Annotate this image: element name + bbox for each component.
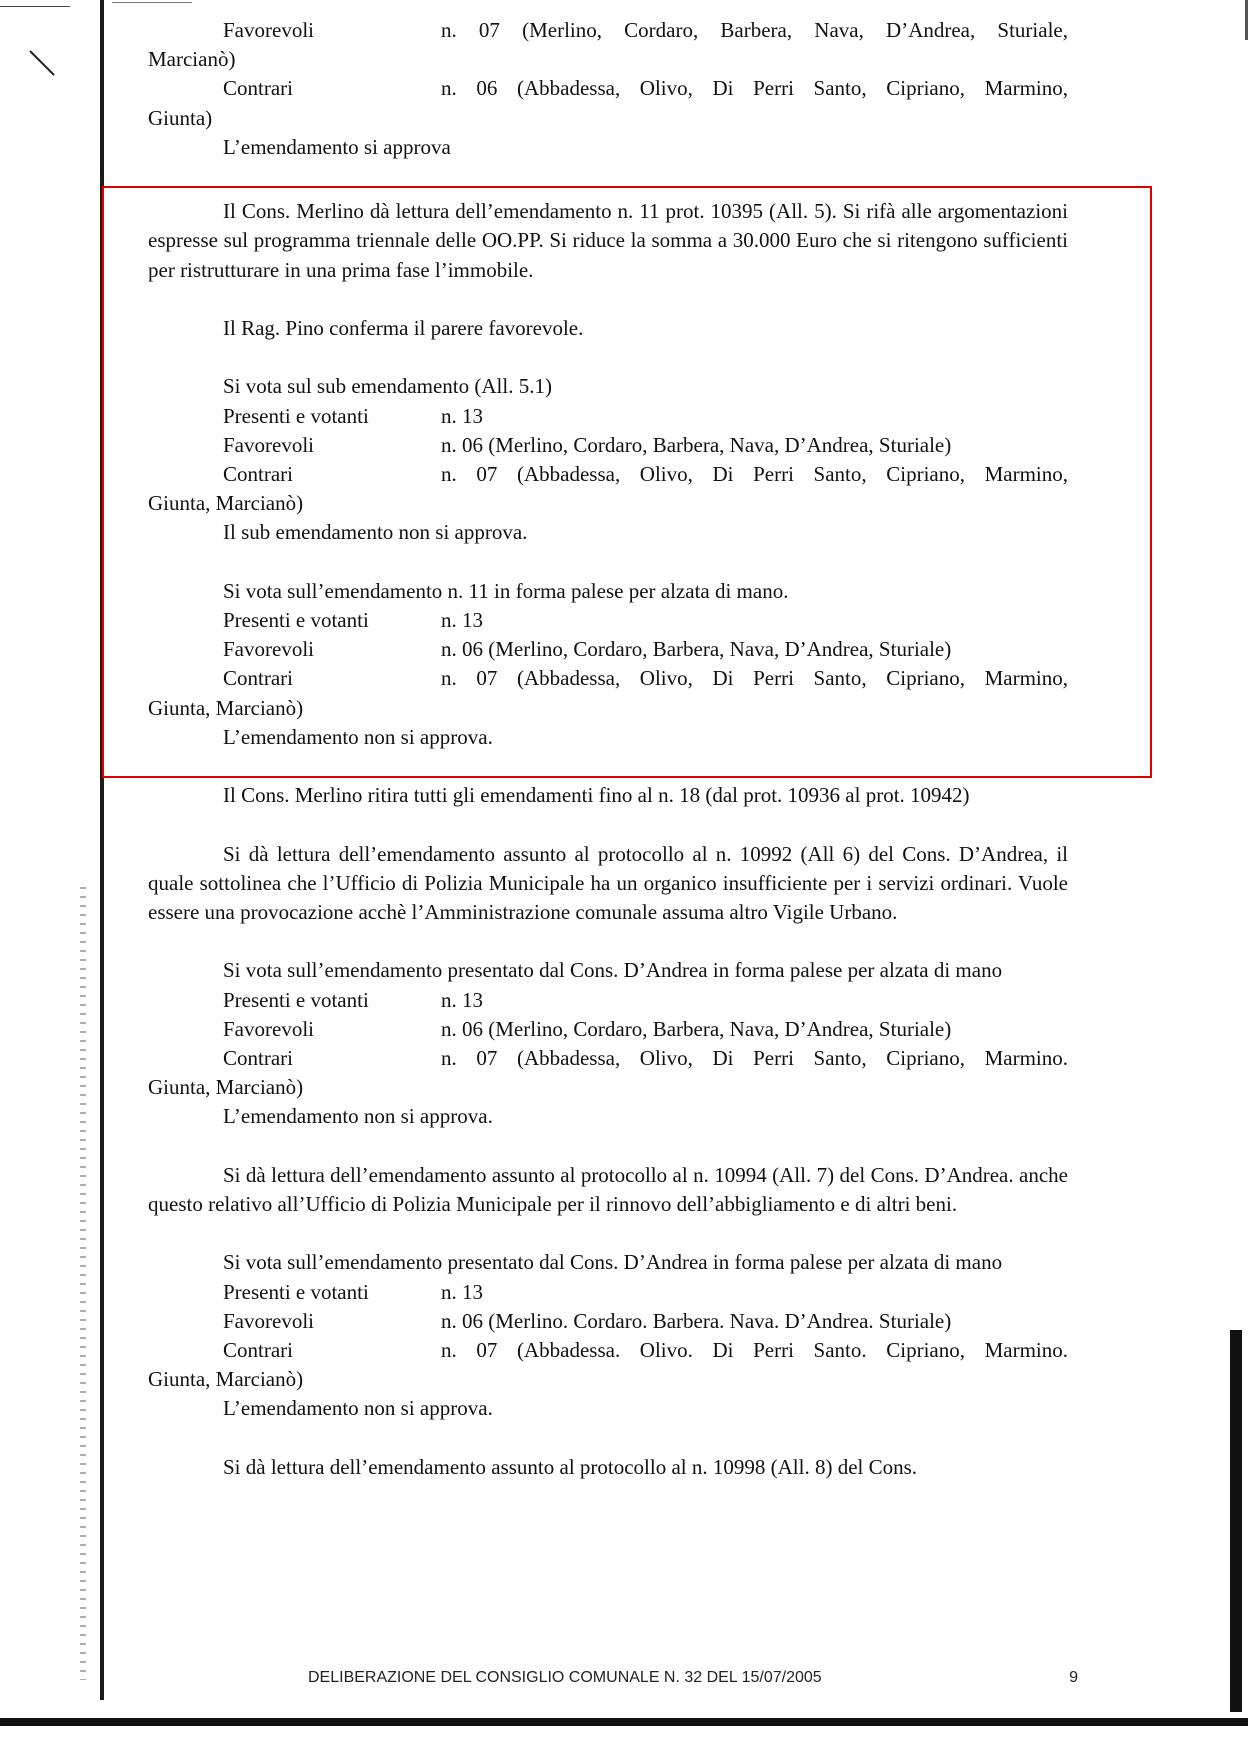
- vote-value: n. 13: [441, 1279, 483, 1304]
- vote-label: Contrari: [223, 76, 293, 101]
- vote-label: Contrari: [223, 462, 293, 486]
- vote-label: Favorevoli: [223, 1016, 314, 1041]
- vote-label: Presenti e votanti: [223, 987, 369, 1012]
- vote-continuation: Marcianò): [148, 47, 236, 72]
- vote-row-favorevoli: [148, 431, 1068, 460]
- vote-row-favorevoli: [148, 16, 1068, 45]
- vote-label: Presenti e votanti: [223, 608, 369, 632]
- paragraph-lettura-all-7: Si dà lettura dell’emendamento assunto al protocollo al n. 10994 (All. 7) del Cons. D’Andrea. anche questo relativo all’Ufficio di Polizia Municipale per il rinnovo dell’abbigliamento e di altri beni.: [148, 1162, 1068, 1216]
- sub-emendamento-vote: [148, 372, 1068, 547]
- vote-value: n. 13: [441, 608, 483, 632]
- vote-result: Il sub emendamento non si approva.: [223, 520, 528, 545]
- vote-value: n. 07 (Abbadessa, Olivo, Di Perri Santo, Cipriano, Marmino,: [441, 462, 1068, 486]
- vote-result: L’emendamento non si approva.: [223, 1396, 493, 1421]
- vote-label: Presenti e votanti: [223, 403, 369, 428]
- vote-block-all-7: [148, 1248, 1068, 1423]
- vote-value: n. 06 (Merlino, Cordaro, Barbera, Nava, D’Andrea, Sturiale): [441, 637, 952, 662]
- footer-text: DELIBERAZIONE DEL CONSIGLIO COMUNALE N. 32 DEL 15/07/2005: [308, 1669, 822, 1686]
- vote-value: n. 06 (Merlino. Cordaro. Barbera. Nava. D’Andrea. Sturiale): [441, 1308, 952, 1333]
- vote-row-contrari: [148, 460, 1068, 489]
- vote-continuation: Giunta, Marcianò): [148, 1367, 304, 1392]
- paragraph-emendamento-11: Il Cons. Merlino dà lettura dell’emendamento n. 11 prot. 10395 (All. 5). Si rifà alle argomentazioni espresse sul programma triennale delle OO.PP. Si riduce la somma a 30.000 Euro che si ritengono sufficienti per ristrutturare in una prima fase l’immobile.: [148, 199, 1068, 282]
- vote-row-favorevoli: [148, 1015, 1068, 1044]
- vote-title: Si vota sul sub emendamento (All. 5.1): [223, 374, 552, 399]
- vote-title: Si vota sull’emendamento presentato dal Cons. D’Andrea in forma palese per alzata di mano: [223, 1250, 1003, 1275]
- vote-row-contrari: [148, 74, 1068, 103]
- vote-title: Si vota sull’emendamento presentato dal Cons. D’Andrea in forma palese per alzata di mano: [223, 958, 1003, 983]
- vote-value: n. 07 (Merlino, Cordaro, Barbera, Nava, D’Andrea, Sturiale,: [441, 18, 1068, 42]
- scan-corner-mark: [29, 50, 54, 75]
- scan-left-noise: [80, 880, 86, 1680]
- vote-label: Contrari: [223, 1338, 293, 1362]
- scan-top-line: [112, 2, 192, 3]
- scan-right-edge: [1230, 1330, 1242, 1740]
- vote-row-favorevoli: [148, 635, 1068, 664]
- vote-label: Favorevoli: [223, 637, 314, 662]
- vote-value: n. 06 (Abbadessa, Olivo, Di Perri Santo, Cipriano, Marmino,: [441, 76, 1068, 101]
- vote-label: Contrari: [223, 666, 293, 691]
- vote-block-all-6: [148, 956, 1068, 1131]
- vote-result: L’emendamento si approva: [223, 134, 451, 159]
- vote-row-presenti: [148, 986, 1068, 1015]
- paragraph-lettura-all-8: Si dà lettura dell’emendamento assunto al protocollo al n. 10998 (All. 8) del Cons.: [223, 1454, 918, 1479]
- page-number: 9: [1069, 1669, 1078, 1686]
- vote-value: n. 06 (Merlino, Cordaro, Barbera, Nava, D’Andrea, Sturiale): [441, 1016, 952, 1041]
- paragraph-lettura-all-6: Si dà lettura dell’emendamento assunto al protocollo al n. 10992 (All 6) del Cons. D’Andrea, il quale sottolinea che l’Ufficio di Polizia Municipale ha un organico insufficiente per i servizi ordinari. Vuole essere una provocazione acchè l’Amministrazione comunale assuma altro Vigile Urbano.: [148, 841, 1068, 924]
- vote-row-favorevoli: [148, 1307, 1068, 1336]
- vote-continuation: Giunta, Marcianò): [148, 1075, 304, 1100]
- vote-row-presenti: [148, 606, 1068, 635]
- vote-row-presenti: [148, 1278, 1068, 1307]
- vote-value: n. 07 (Abbadessa, Olivo, Di Perri Santo, Cipriano, Marmino.: [441, 1046, 1068, 1070]
- vote-value: n. 13: [441, 403, 483, 428]
- vote-row-contrari: [148, 664, 1068, 693]
- paragraph-rag-pino: Il Rag. Pino conferma il parere favorevole.: [223, 316, 584, 340]
- vote-row-contrari: [148, 1336, 1068, 1365]
- vote-continuation: Giunta, Marcianò): [148, 491, 304, 516]
- vote-value: n. 13: [441, 987, 483, 1012]
- vote-label: Favorevoli: [223, 18, 314, 42]
- vote-title: Si vota sull’emendamento n. 11 in forma palese per alzata di mano.: [223, 578, 789, 603]
- scan-top-line: [0, 6, 70, 7]
- paragraph-ritira: Il Cons. Merlino ritira tutti gli emendamenti fino al n. 18 (dal prot. 10936 al prot. 10942): [223, 783, 970, 808]
- scan-bottom-edge: [0, 1712, 1248, 1753]
- vote-label: Presenti e votanti: [223, 1279, 369, 1304]
- vote-continuation: Giunta): [148, 105, 213, 130]
- vote-result: L’emendamento non si approva.: [223, 724, 493, 749]
- vote-label: Contrari: [223, 1046, 293, 1070]
- emendamento-11-vote: [148, 577, 1068, 752]
- vote-value: n. 06 (Merlino, Cordaro, Barbera, Nava, D’Andrea, Sturiale): [441, 432, 952, 457]
- document-page: [148, 16, 1068, 1482]
- vote-label: Favorevoli: [223, 432, 314, 457]
- vote-value: n. 07 (Abbadessa, Olivo, Di Perri Santo, Cipriano, Marmino,: [441, 666, 1068, 691]
- vote-result: L’emendamento non si approva.: [223, 1104, 493, 1129]
- boxed-section: [148, 191, 1068, 752]
- vote-label: Favorevoli: [223, 1308, 314, 1333]
- page-footer: [308, 1669, 1078, 1687]
- vote-value: n. 07 (Abbadessa. Olivo. Di Perri Santo. Cipriano, Marmino.: [441, 1338, 1068, 1362]
- vote-row-contrari: [148, 1044, 1068, 1073]
- vote-row-presenti: [148, 402, 1068, 431]
- top-vote-block: [148, 16, 1068, 162]
- vote-continuation: Giunta, Marcianò): [148, 695, 304, 720]
